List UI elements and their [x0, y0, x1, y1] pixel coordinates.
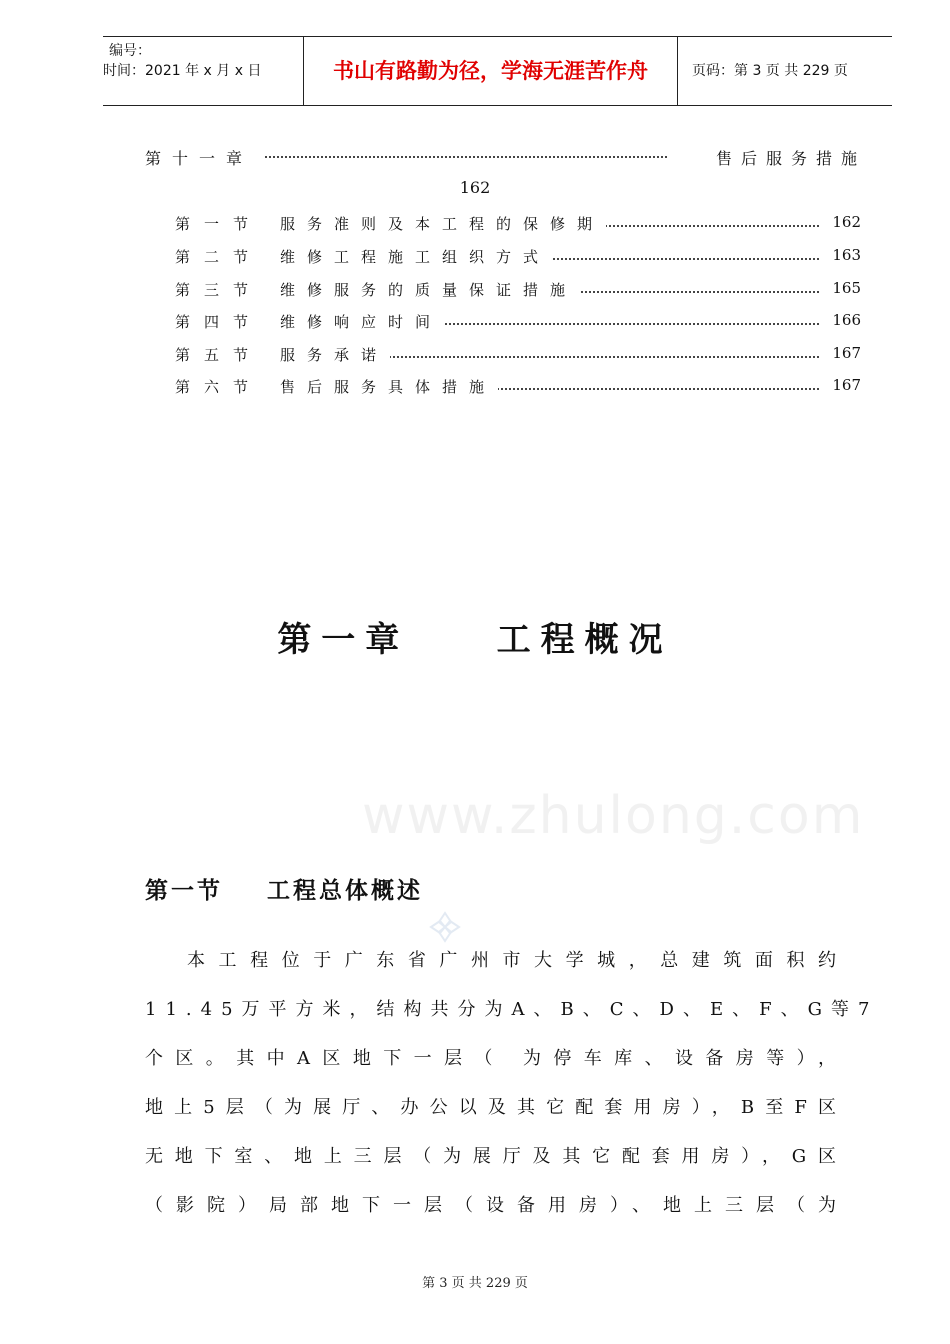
toc-section-title: 售后服务具体措施: [280, 378, 497, 396]
page-footer: 第 3 页 共 229 页: [422, 1276, 528, 1291]
body-paragraph: [145, 936, 879, 1230]
body-line: 11.45万平方米，结构共分为A、B、C、D、E、F、G等7: [145, 999, 879, 1020]
toc-section-entry[interactable]: [175, 376, 861, 398]
toc-section-title: 维修服务的质量保证措施: [280, 281, 578, 299]
toc-section-number: 第二节: [175, 248, 263, 266]
body-line: 本工程位于广东省广州市大学城，总建筑面积约: [187, 950, 845, 971]
page-header: [103, 36, 892, 106]
section-title: 第一节 工程总体概述: [145, 877, 424, 904]
toc-section-number: 第一节: [175, 215, 263, 233]
toc-section-title: 维修响应时间: [280, 313, 443, 331]
body-line: 无地下室、地上三层（为展厅及其它配套用房），G区: [145, 1146, 845, 1167]
toc-section-page: 162: [832, 213, 861, 231]
toc-section-page: 166: [832, 311, 861, 329]
toc-section-page: 167: [832, 344, 861, 362]
toc-section-page: 163: [832, 246, 861, 264]
toc-leader-dots: [265, 156, 667, 158]
toc-section-title: 服务承诺: [280, 346, 389, 364]
body-line: （影院）局部地下一层（设备用房）、地上三层（为: [145, 1195, 845, 1216]
toc-section-number: 第三节: [175, 281, 263, 299]
toc-section-number: 第六节: [175, 378, 263, 396]
toc-section-number: 第五节: [175, 346, 263, 364]
toc-section-entry[interactable]: [175, 246, 861, 268]
document-number-label: 编号：: [109, 43, 151, 59]
header-meta: [103, 37, 303, 109]
toc-chapter-page: 162: [459, 178, 491, 197]
toc-chapter-label: 第十一章: [145, 149, 254, 168]
toc-section-entry[interactable]: [175, 344, 861, 366]
body-line: 地上5层（为展厅、办公以及其它配套用房），B至F区: [145, 1097, 845, 1118]
toc-chapter-entry[interactable]: [145, 146, 866, 172]
toc-section-entry[interactable]: [175, 311, 861, 333]
header-motto: 书山有路勤为径，学海无涯苦作舟: [303, 37, 678, 105]
chapter-title: 第一章 工程概况: [277, 620, 673, 660]
toc-section-number: 第四节: [175, 313, 263, 331]
watermark: www.zhulong.com: [362, 786, 865, 846]
toc-chapter-title: 售后服务措施: [715, 149, 866, 168]
toc-section-entry[interactable]: [175, 213, 861, 235]
toc-section-title: 服务准则及本工程的保修期: [280, 215, 605, 233]
toc-section-page: 165: [832, 279, 861, 297]
toc-section-entry[interactable]: [175, 279, 861, 301]
header-page-info: 页码：第 3 页 共 229 页: [692, 63, 848, 79]
body-line: 个区。其中A区地下一层（ 为停车库、设备房等），: [145, 1048, 845, 1069]
document-time-label: 时间：2021 年 x 月 x 日: [103, 63, 262, 79]
toc-section-page: 167: [832, 376, 861, 394]
toc-section-title: 维修工程施工组织方式: [280, 248, 551, 266]
